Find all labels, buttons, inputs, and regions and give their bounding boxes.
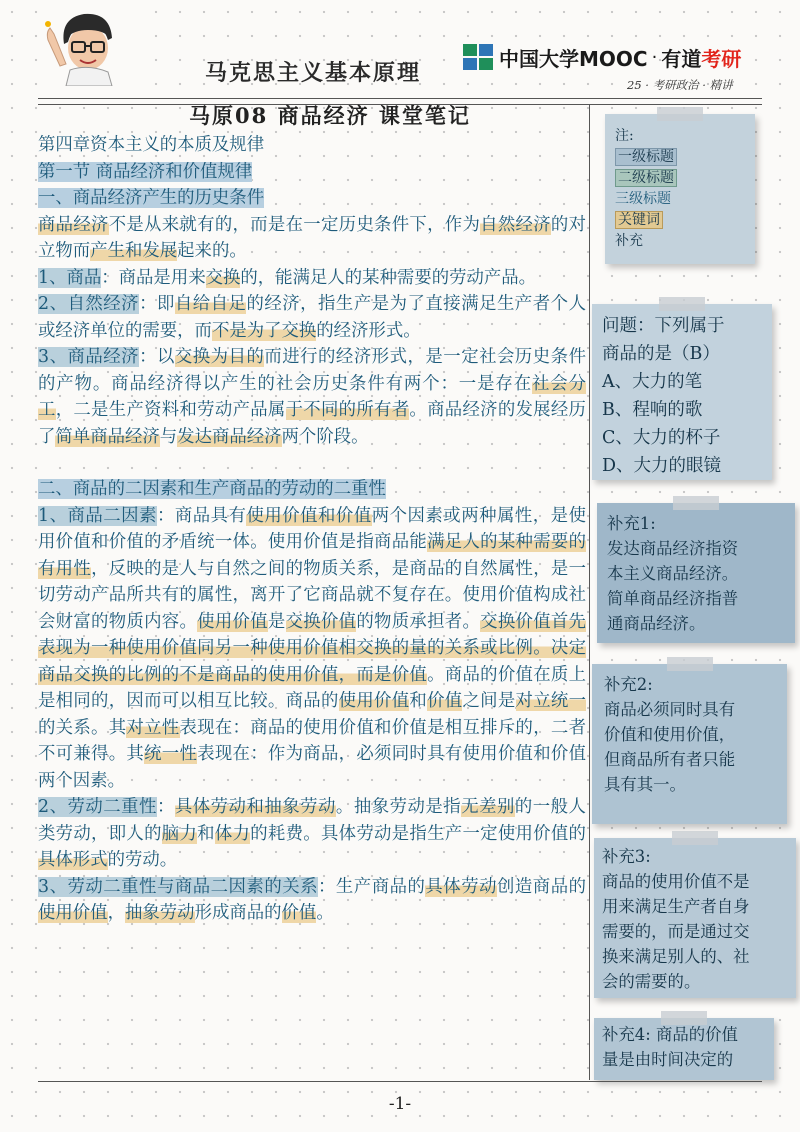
paragraph-5 bbox=[38, 503, 586, 795]
text-run: 之间是 bbox=[462, 691, 516, 711]
text-run: 。商品经济的发展经历了 bbox=[38, 400, 586, 447]
text-run: 使用价值和价值 bbox=[246, 505, 372, 526]
text-run: 。抽象劳动是指 bbox=[335, 797, 462, 817]
text-run: 3、劳动二重性与商品二因素的关系 bbox=[38, 876, 319, 897]
text-run: 的一般人类劳动，即人的 bbox=[38, 797, 586, 844]
text-run: 而进行的经济形式，是一定社会历史条件的产物。商品经济得以产生的社会历史条件有两个：一是存在 bbox=[38, 347, 586, 394]
supplement-line: 换来满足别人的、社 bbox=[602, 947, 750, 966]
text-run: 具体劳动 bbox=[425, 876, 497, 897]
text-run: 。商品的价值在质上是相同的，因而可以相互比较。商品的 bbox=[38, 664, 586, 711]
paragraph-4 bbox=[38, 344, 586, 450]
text-run: 起来的。 bbox=[177, 241, 247, 261]
text-run: 对立性 bbox=[126, 717, 180, 738]
text-run: 交换为目的 bbox=[174, 347, 265, 367]
text-run: 1、商品 bbox=[38, 267, 102, 288]
supplement-line: 本主义商品经济。 bbox=[607, 564, 739, 583]
supplement-title: 补充2: bbox=[604, 675, 653, 694]
supplement-card-1 bbox=[597, 503, 795, 643]
mooc-logo-icon bbox=[463, 44, 493, 70]
text-run: 产生和发展 bbox=[90, 241, 178, 261]
text-run: 3、商品经济 bbox=[38, 347, 140, 367]
logo-brand-a: 有道 bbox=[661, 46, 702, 71]
legend-item-level2: 二级标题 bbox=[615, 168, 755, 189]
supplement-line: 量是由时间决定的 bbox=[602, 1050, 734, 1069]
tape-icon bbox=[667, 657, 713, 671]
text-run: 于不同的所有者 bbox=[285, 400, 410, 420]
column-divider bbox=[589, 104, 590, 1080]
text-run: 是 bbox=[267, 611, 286, 632]
legend-item-supplement: 补充 bbox=[615, 233, 643, 249]
text-run: 使用价值 bbox=[338, 691, 410, 711]
text-run: 的劳动。 bbox=[107, 850, 178, 870]
text-run: ：即 bbox=[139, 294, 175, 314]
tape-icon bbox=[661, 1011, 707, 1025]
question-option-c: C、大力的杯子 bbox=[602, 428, 721, 448]
text-run: 社会分工 bbox=[38, 373, 586, 420]
text-run: 具体劳动和抽象劳动 bbox=[174, 797, 336, 817]
heading-level-1 bbox=[38, 476, 586, 503]
text-run: ：生产商品的 bbox=[318, 876, 426, 897]
text-run: 发达商品经济 bbox=[177, 426, 282, 447]
text-run: 1、商品二因素 bbox=[38, 505, 157, 526]
supplement-title: 补充3: bbox=[602, 847, 651, 866]
supplement-card-2 bbox=[592, 664, 787, 824]
text-run: 统一性 bbox=[144, 744, 198, 764]
text-run: ：以 bbox=[139, 347, 175, 367]
supplement-card-3 bbox=[594, 838, 796, 998]
text-run: 的经济，指生产是为了直接满足生产者个人或经济单位的需要，而 bbox=[38, 294, 586, 341]
text-run: 商品经济 bbox=[38, 214, 109, 235]
supplement-line: 补充4: 商品的价值 bbox=[602, 1025, 738, 1044]
text-run: 第四章资本主义的本质及规律 bbox=[38, 135, 265, 155]
supplement-line: 发达商品经济指资 bbox=[607, 539, 739, 558]
text-run: 的物质承担者。 bbox=[356, 611, 481, 632]
text-run: 交换价值首先表现为一种使用价值同另一种使用价值相交换的量的关系或比例。决定商品交换的比例的不是商品的使用价值，而是 bbox=[38, 611, 586, 685]
text-run: ：商品是用来 bbox=[101, 267, 206, 288]
question-line: 问题：下列属于 bbox=[602, 316, 725, 336]
paragraph-6 bbox=[38, 794, 586, 874]
text-run: 交换价值 bbox=[285, 611, 357, 632]
text-run: 体力 bbox=[214, 823, 251, 844]
supplement-line: 通商品经济。 bbox=[607, 614, 706, 633]
text-run: 无差别 bbox=[461, 797, 515, 817]
text-run: 交换 bbox=[205, 267, 241, 288]
subtitle-tag: 25 · 考研政治 · 精讲 bbox=[627, 78, 733, 92]
heading-level-1 bbox=[38, 185, 586, 212]
supplement-card-4 bbox=[594, 1018, 774, 1080]
text-run: 的经济形式。 bbox=[316, 320, 421, 341]
logo-brand-b: 考研 bbox=[701, 46, 742, 71]
paragraph-7 bbox=[38, 874, 586, 927]
course-title: 马克思主义基本原理 bbox=[205, 60, 422, 86]
supplement-line: 用来满足生产者自身 bbox=[602, 897, 750, 916]
text-run: 第一节 商品经济和价值规律 bbox=[38, 161, 253, 182]
tape-icon bbox=[657, 107, 703, 121]
text-run: 两个阶段。 bbox=[281, 426, 369, 447]
text-run: 使用价值 bbox=[197, 611, 268, 632]
legend-item-level1: 一级标题 bbox=[615, 147, 755, 168]
text-run: 的关系。其 bbox=[38, 717, 127, 738]
text-run: 抽象劳动 bbox=[124, 903, 195, 923]
supplement-title: 补充1: bbox=[607, 514, 656, 533]
legend-title: 注: bbox=[615, 128, 634, 144]
logo-text: 中国大学MOOC bbox=[499, 46, 648, 71]
notes-title: 马原08 商品经济 课堂笔记 bbox=[189, 103, 471, 128]
spacer bbox=[38, 450, 586, 476]
question-option-b: B、程响的歌 bbox=[602, 400, 703, 420]
text-run: 自然经济 bbox=[480, 214, 551, 235]
text-run: 具体形式 bbox=[38, 850, 108, 870]
supplement-line: 价值和使用价值， bbox=[604, 725, 736, 744]
question-option-d: D、大力的眼镜 bbox=[602, 456, 722, 476]
question-line: 商品的是（B） bbox=[602, 344, 720, 364]
main-notes bbox=[38, 132, 586, 927]
text-run: ，反映的是人与自然之间的物质关系，是商品的自然属性，是一切劳动产品所共有的属性，离开了它商品就不复存在。使用价值构成社会财富的物质内容。 bbox=[38, 558, 586, 632]
text-run: 价值 bbox=[427, 691, 463, 711]
text-run: 表现在：作为商品，必须同时具有使用价值和价值两个因素。 bbox=[38, 744, 586, 791]
supplement-line: 商品必须同时具有 bbox=[604, 700, 736, 719]
text-run: 的耗费。具体劳动是指生产一定使用价值的 bbox=[250, 823, 586, 844]
section-heading bbox=[38, 159, 586, 186]
logo-separator: · bbox=[651, 46, 658, 68]
supplement-line: 会的需要的。 bbox=[602, 972, 701, 991]
text-run: 2、劳动二重性 bbox=[38, 797, 157, 817]
text-run: 一、商品经济产生的历史条件 bbox=[38, 188, 265, 208]
text-run: 不是为了交换 bbox=[211, 320, 317, 341]
legend-item-keyword: 关键词 bbox=[615, 210, 755, 231]
tape-icon bbox=[673, 496, 719, 510]
text-run: ， bbox=[107, 903, 125, 923]
text-run: 满足人的某种需要的有用性 bbox=[38, 532, 586, 579]
text-run: 价值 bbox=[391, 664, 428, 685]
text-run: 价值 bbox=[281, 903, 317, 923]
paragraph-2 bbox=[38, 265, 586, 292]
text-run: 两个因素或两种属性，是使用价值和价值的矛盾统一体。使用价值是指商品能 bbox=[38, 505, 586, 552]
text-run: 和 bbox=[409, 691, 428, 711]
legend-card bbox=[605, 114, 755, 264]
paragraph-1 bbox=[38, 212, 586, 265]
legend-item-level3: 三级标题 bbox=[615, 191, 671, 207]
text-run: 的对立物而 bbox=[38, 214, 586, 261]
supplement-line: 商品的使用价值不是 bbox=[602, 872, 750, 891]
text-run: 表现在：商品的使用价值和价值是相互排斥的，二者不可兼得。其 bbox=[38, 717, 586, 764]
text-run: 使用价值 bbox=[38, 903, 108, 923]
text-run: 2、自然经济 bbox=[38, 294, 140, 314]
supplement-line: 简单商品经济指普 bbox=[607, 589, 739, 608]
text-run: 与 bbox=[159, 426, 178, 447]
supplement-line: 需要的，而是通过交 bbox=[602, 922, 750, 941]
tape-icon bbox=[659, 297, 705, 311]
footer-divider bbox=[38, 1081, 762, 1082]
text-run: ： bbox=[156, 797, 175, 817]
text-run: 对立统一 bbox=[515, 691, 586, 711]
paragraph-3 bbox=[38, 291, 586, 344]
mooc-logo bbox=[463, 42, 741, 72]
text-run: 脑力 bbox=[161, 823, 198, 844]
text-run: 。 bbox=[316, 903, 334, 923]
text-run: ：商品具有 bbox=[156, 505, 247, 526]
author-avatar-illustration bbox=[38, 4, 138, 86]
text-run: ，二是生产资料和劳动产品属 bbox=[55, 400, 286, 420]
supplement-line: 但商品所有者只能 bbox=[604, 750, 736, 769]
text-run: 和 bbox=[197, 823, 215, 844]
text-run: 不是从来就有的，而是在一定历史条件下，作为 bbox=[108, 214, 481, 235]
supplement-line: 具有其一。 bbox=[604, 775, 686, 794]
text-run: 简单商品经济 bbox=[55, 426, 160, 447]
question-card bbox=[592, 304, 772, 480]
text-run: 的，能满足人的某种需要的劳动产品。 bbox=[240, 267, 537, 288]
text-run: 创造商品的 bbox=[497, 876, 586, 897]
text-run: 二、商品的二因素和生产商品的劳动的二重性 bbox=[38, 479, 386, 499]
chapter-heading bbox=[38, 132, 586, 159]
page-number: -1- bbox=[388, 1094, 412, 1114]
question-option-a: A、大力的笔 bbox=[602, 372, 703, 392]
header-divider bbox=[38, 98, 762, 99]
text-run: 形成商品的 bbox=[194, 903, 282, 923]
tape-icon bbox=[672, 831, 718, 845]
text-run: 自给自足 bbox=[174, 294, 247, 314]
